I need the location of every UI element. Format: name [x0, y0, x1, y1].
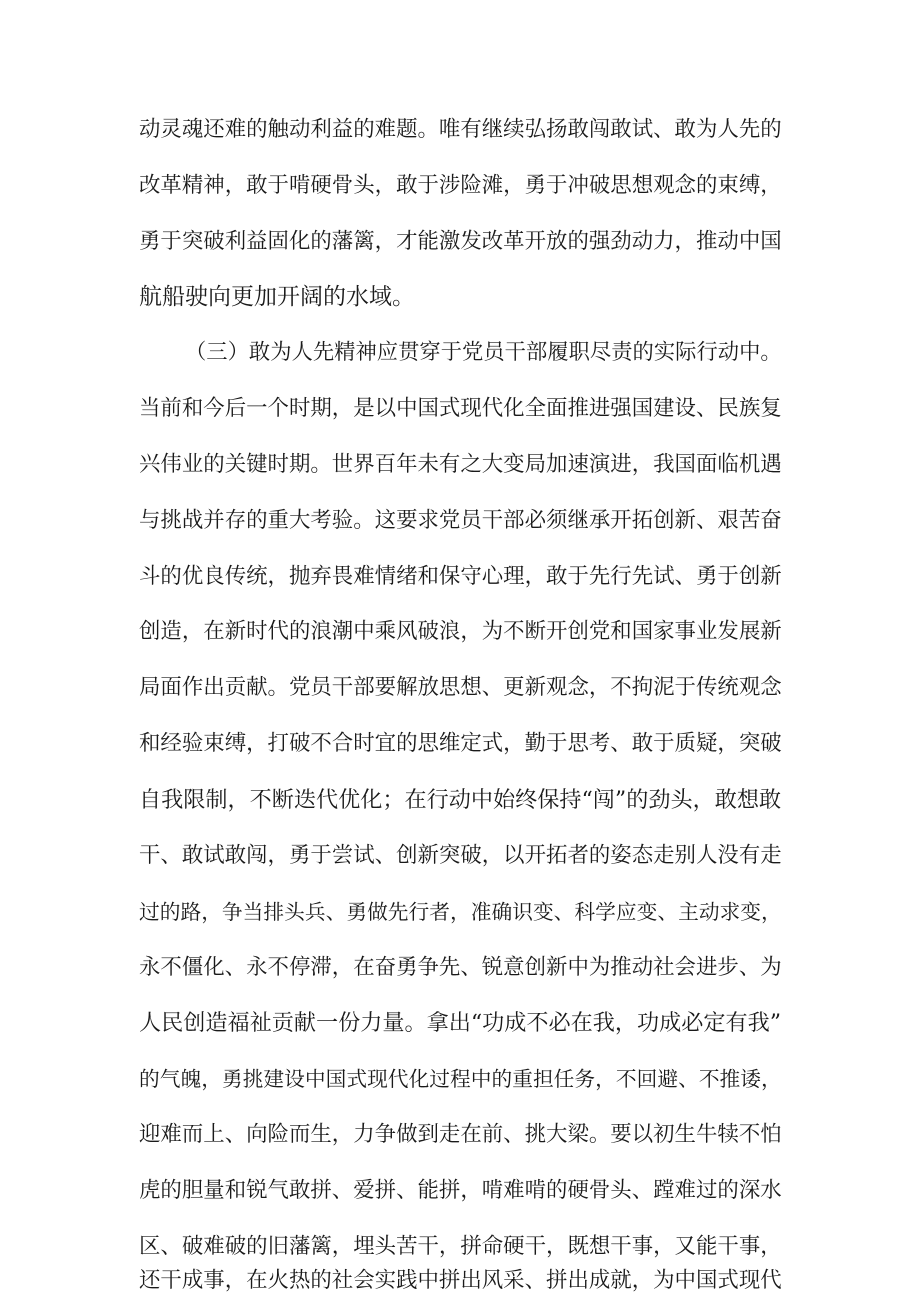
text-line: 与挑战并存的重大考验。这要求党员干部必须继承开拓创新、艰苦奋	[139, 508, 782, 533]
text-line: 自我限制，不断迭代优化；在行动中始终保持“闯”的劲头，敢想敢	[139, 787, 782, 813]
text-line: 干、敢试敢闯，勇于尝试、创新突破，以开拓者的姿态走别人没有走	[139, 843, 782, 868]
text-line: 动灵魂还难的触动利益的难题。唯有继续弘扬敢闯敢试、敢为人先的	[139, 117, 782, 142]
text-line: 和经验束缚，打破不合时宜的思维定式，勤于思考、敢于质疑，突破	[139, 731, 782, 756]
text-line: 航船驶向更加开阔的水域。	[139, 284, 415, 310]
text-line: 永不僵化、永不停滞，在奋勇争先、锐意创新中为推动社会进步、为	[139, 955, 782, 980]
text-line: 还干成事，在火热的社会实践中拼出风采、拼出成就，为中国式现代	[139, 1268, 782, 1293]
text-line: 人民创造福祉贡献一份力量。拿出“功成不必在我，功成必定有我”	[139, 1010, 782, 1036]
text-line: 虎的胆量和锐气敢拼、爱拼、能拼，啃难啃的硬骨头、蹚难过的深水	[139, 1178, 782, 1203]
text-line: 当前和今后一个时期，是以中国式现代化全面推进强国建设、民族复	[139, 396, 782, 421]
text-line: 勇于突破利益固化的藩篱，才能激发改革开放的强劲动力，推动中国	[139, 229, 782, 254]
text-line: 区、破难破的旧藩篱，埋头苦干，拼命硬干，既想干事，又能干事，	[139, 1234, 782, 1259]
text-line: 过的路，争当排头兵、勇做先行者，准确识变、科学应变、主动求变，	[139, 900, 782, 924]
text-line: 迎难而上、向险而生，力争做到走在前、挑大梁。要以初生牛犊不怕	[139, 1122, 782, 1147]
text-line: 的气魄，勇挑建设中国式现代化过程中的重担任务，不回避、不推诿，	[139, 1067, 782, 1091]
text-line: （三）敢为人先精神应贯穿于党员干部履职尽责的实际行动中。	[185, 340, 782, 365]
text-line: 创造，在新时代的浪潮中乘风破浪，为不断开创党和国家事业发展新	[139, 619, 782, 644]
text-line: 改革精神，敢于啃硬骨头，敢于涉险滩，勇于冲破思想观念的束缚，	[139, 173, 782, 198]
text-line: 局面作出贡献。党员干部要解放思想、更新观念，不拘泥于传统观念	[139, 675, 782, 700]
text-line: 斗的优良传统，抛弃畏难情绪和保守心理，敢于先行先试、勇于创新	[139, 564, 782, 589]
text-line: 兴伟业的关键时期。世界百年未有之大变局加速演进，我国面临机遇	[139, 452, 782, 477]
